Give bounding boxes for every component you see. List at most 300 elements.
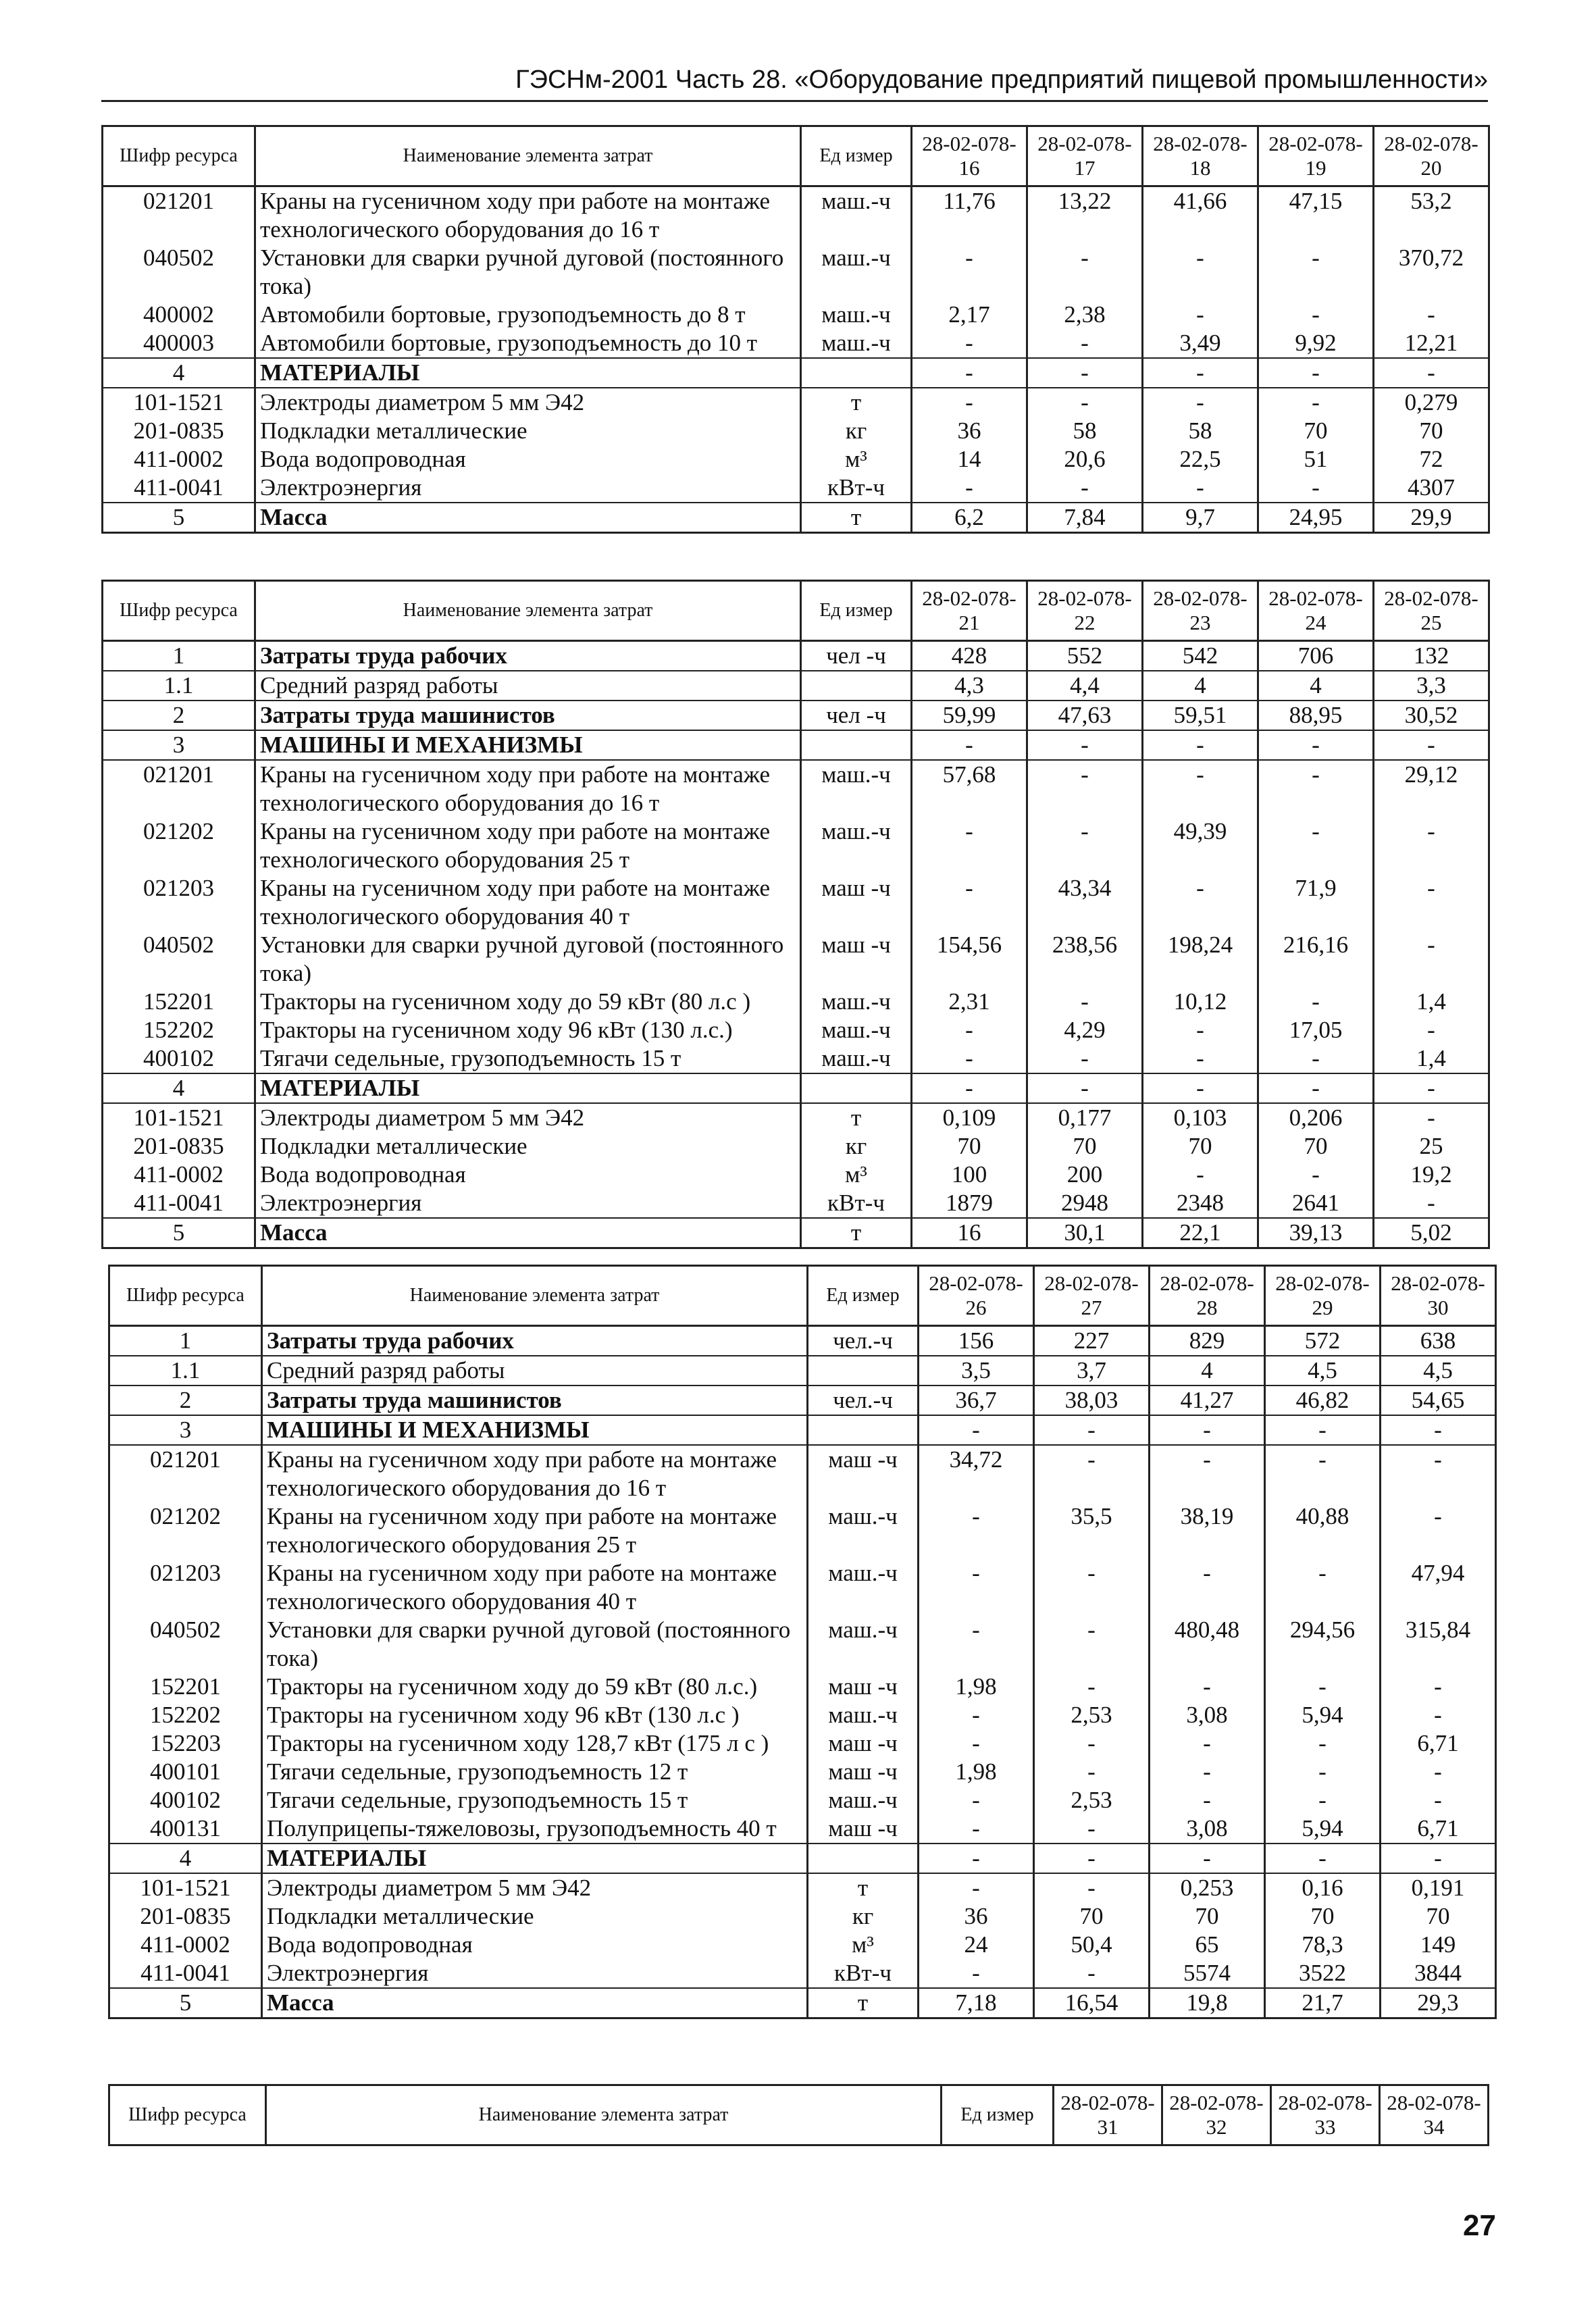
row-value-cell: 3,7 bbox=[1034, 1356, 1150, 1386]
row-unit-cell: маш.-ч bbox=[801, 329, 912, 358]
row-value-cell: - bbox=[919, 1415, 1034, 1445]
row-name-cell: Краны на гусеничном ходу при работе на монтаже технологического оборудования до 16 т bbox=[255, 760, 801, 817]
row-value-cell: 200 bbox=[1027, 1161, 1143, 1189]
row-value-cell: 78,3 bbox=[1265, 1931, 1381, 1959]
table-row bbox=[109, 1701, 1496, 1729]
row-unit-cell bbox=[801, 730, 912, 760]
row-value-cell: 65 bbox=[1150, 1931, 1265, 1959]
row-value-cell: - bbox=[912, 358, 1027, 388]
row-value-cell: 3,3 bbox=[1374, 671, 1489, 701]
table-row bbox=[103, 445, 1489, 474]
row-name-cell: Установки для сварки ручной дуговой (постоянного тока) bbox=[262, 1616, 808, 1673]
row-value-cell: - bbox=[1265, 1758, 1381, 1786]
row-name-cell: Краны на гусеничном ходу при работе на монтаже технологического оборудования 25 т bbox=[255, 817, 801, 874]
row-name-cell: Затраты труда машинистов bbox=[262, 1386, 808, 1415]
row-value-cell: - bbox=[912, 730, 1027, 760]
table-section-row bbox=[109, 1326, 1496, 1356]
row-value-cell: - bbox=[1027, 329, 1143, 358]
row-value-cell: 9,7 bbox=[1143, 503, 1258, 533]
row-code-cell: 021203 bbox=[103, 874, 255, 931]
row-value-cell: 70 bbox=[1265, 1902, 1381, 1931]
row-unit-cell: чел -ч bbox=[801, 641, 912, 671]
row-code-cell: 101-1521 bbox=[109, 1873, 262, 1902]
row-value-cell: 480,48 bbox=[1150, 1616, 1265, 1673]
row-value-cell: - bbox=[1027, 1073, 1143, 1103]
row-value-cell: - bbox=[1027, 730, 1143, 760]
row-value-cell: 4307 bbox=[1374, 474, 1489, 503]
row-value-cell: - bbox=[1150, 1729, 1265, 1758]
col-header-code: Шифр ресурса bbox=[103, 581, 255, 641]
row-value-cell: - bbox=[1265, 1415, 1381, 1445]
row-value-cell: 3,08 bbox=[1150, 1701, 1265, 1729]
row-value-cell: 70 bbox=[1027, 1132, 1143, 1161]
row-value-cell: 38,03 bbox=[1034, 1386, 1150, 1415]
row-name-cell: Подкладки металлические bbox=[255, 417, 801, 445]
row-code-cell: 021202 bbox=[103, 817, 255, 874]
row-value-cell: - bbox=[1374, 1189, 1489, 1218]
col-header-norm-code: 28-02-078-33 bbox=[1271, 2085, 1380, 2145]
row-code-cell: 400102 bbox=[109, 1786, 262, 1814]
row-code-cell: 5 bbox=[109, 1988, 262, 2018]
row-code-cell: 152201 bbox=[109, 1673, 262, 1701]
row-value-cell: 71,9 bbox=[1258, 874, 1374, 931]
row-value-cell: 36 bbox=[912, 417, 1027, 445]
row-value-cell: 6,2 bbox=[912, 503, 1027, 533]
row-value-cell: - bbox=[1034, 1559, 1150, 1616]
row-code-cell: 040502 bbox=[109, 1616, 262, 1673]
row-value-cell: - bbox=[1258, 1161, 1374, 1189]
row-value-cell: - bbox=[912, 474, 1027, 503]
row-value-cell: - bbox=[1027, 388, 1143, 417]
row-value-cell: - bbox=[919, 1844, 1034, 1873]
row-unit-cell: т bbox=[801, 388, 912, 417]
row-value-cell: 47,94 bbox=[1381, 1559, 1496, 1616]
row-value-cell: 57,68 bbox=[912, 760, 1027, 817]
row-value-cell: - bbox=[1258, 474, 1374, 503]
row-value-cell: 12,21 bbox=[1374, 329, 1489, 358]
row-value-cell: 17,05 bbox=[1258, 1016, 1374, 1044]
row-unit-cell: м³ bbox=[808, 1931, 919, 1959]
row-value-cell: 11,76 bbox=[912, 186, 1027, 245]
row-unit-cell: кг bbox=[801, 1132, 912, 1161]
row-code-cell: 411-0041 bbox=[103, 474, 255, 503]
table-row bbox=[103, 1189, 1489, 1218]
row-unit-cell: кВт-ч bbox=[801, 474, 912, 503]
row-value-cell: - bbox=[1374, 817, 1489, 874]
row-value-cell: 43,34 bbox=[1027, 874, 1143, 931]
row-value-cell: 58 bbox=[1143, 417, 1258, 445]
row-name-cell: Вода водопроводная bbox=[255, 445, 801, 474]
row-name-cell: Электроды диаметром 5 мм Э42 bbox=[255, 1103, 801, 1132]
table-row bbox=[103, 1103, 1489, 1132]
row-value-cell: - bbox=[919, 1729, 1034, 1758]
row-value-cell: 36,7 bbox=[919, 1386, 1034, 1415]
row-name-cell: Электроды диаметром 5 мм Э42 bbox=[255, 388, 801, 417]
row-value-cell: 25 bbox=[1374, 1132, 1489, 1161]
row-code-cell: 152201 bbox=[103, 988, 255, 1016]
row-value-cell: - bbox=[1374, 301, 1489, 329]
col-header-norm-code: 28-02-078-17 bbox=[1027, 126, 1143, 186]
row-value-cell: - bbox=[1374, 1016, 1489, 1044]
row-code-cell: 1 bbox=[109, 1326, 262, 1356]
row-unit-cell: маш.-ч bbox=[801, 1044, 912, 1073]
row-value-cell: - bbox=[1258, 301, 1374, 329]
row-code-cell: 411-0041 bbox=[103, 1189, 255, 1218]
row-name-cell: Электроэнергия bbox=[255, 474, 801, 503]
col-header-unit: Ед измер bbox=[808, 1266, 919, 1326]
row-value-cell: 29,3 bbox=[1381, 1988, 1496, 2018]
row-value-cell: 39,13 bbox=[1258, 1218, 1374, 1248]
row-value-cell: 132 bbox=[1374, 641, 1489, 671]
table-section-row bbox=[109, 1386, 1496, 1415]
col-header-norm-code: 28-02-078-27 bbox=[1034, 1266, 1150, 1326]
row-value-cell: 54,65 bbox=[1381, 1386, 1496, 1415]
row-value-cell: - bbox=[919, 1814, 1034, 1844]
row-name-cell: МАТЕРИАЛЫ bbox=[255, 358, 801, 388]
table-row bbox=[109, 1559, 1496, 1616]
row-name-cell: Краны на гусеничном ходу при работе на монтаже технологического оборудования 40 т bbox=[262, 1559, 808, 1616]
row-value-cell: 1,98 bbox=[919, 1673, 1034, 1701]
row-value-cell: 47,15 bbox=[1258, 186, 1374, 245]
row-code-cell: 021201 bbox=[109, 1445, 262, 1502]
row-code-cell: 411-0002 bbox=[103, 1161, 255, 1189]
row-code-cell: 5 bbox=[103, 503, 255, 533]
row-value-cell: 1,4 bbox=[1374, 1044, 1489, 1073]
row-name-cell: Установки для сварки ручной дуговой (постоянного тока) bbox=[255, 931, 801, 988]
row-code-cell: 201-0835 bbox=[103, 1132, 255, 1161]
table-row bbox=[109, 1758, 1496, 1786]
row-name-cell: МАШИНЫ И МЕХАНИЗМЫ bbox=[255, 730, 801, 760]
row-value-cell: 51 bbox=[1258, 445, 1374, 474]
row-value-cell: - bbox=[1381, 1758, 1496, 1786]
row-value-cell: 2,31 bbox=[912, 988, 1027, 1016]
col-header-unit: Ед измер bbox=[801, 581, 912, 641]
table-row bbox=[103, 874, 1489, 931]
row-value-cell: 30,1 bbox=[1027, 1218, 1143, 1248]
row-name-cell: Электроэнергия bbox=[255, 1189, 801, 1218]
row-value-cell: 24 bbox=[919, 1931, 1034, 1959]
row-value-cell: 4,4 bbox=[1027, 671, 1143, 701]
table-section-row bbox=[109, 1415, 1496, 1445]
row-value-cell: - bbox=[1374, 358, 1489, 388]
row-value-cell: 0,109 bbox=[912, 1103, 1027, 1132]
row-value-cell: 542 bbox=[1143, 641, 1258, 671]
table-section-row bbox=[109, 1988, 1496, 2018]
row-value-cell: 22,5 bbox=[1143, 445, 1258, 474]
row-code-cell: 021202 bbox=[109, 1502, 262, 1559]
table-row bbox=[103, 760, 1489, 817]
row-value-cell: 2,53 bbox=[1034, 1786, 1150, 1814]
row-value-cell: - bbox=[1027, 1044, 1143, 1073]
row-value-cell: 6,71 bbox=[1381, 1729, 1496, 1758]
table-row bbox=[109, 1729, 1496, 1758]
row-value-cell: 2641 bbox=[1258, 1189, 1374, 1218]
row-value-cell: 2,17 bbox=[912, 301, 1027, 329]
row-value-cell: 428 bbox=[912, 641, 1027, 671]
resource-table-2 bbox=[101, 580, 1490, 1249]
row-name-cell: Затраты труда рабочих bbox=[262, 1326, 808, 1356]
row-value-cell: - bbox=[1381, 1502, 1496, 1559]
row-value-cell: 4,3 bbox=[912, 671, 1027, 701]
row-value-cell: 638 bbox=[1381, 1326, 1496, 1356]
row-name-cell: Масса bbox=[255, 503, 801, 533]
row-value-cell: 58 bbox=[1027, 417, 1143, 445]
row-unit-cell: маш -ч bbox=[808, 1673, 919, 1701]
row-value-cell: 40,88 bbox=[1265, 1502, 1381, 1559]
row-value-cell: - bbox=[912, 329, 1027, 358]
row-unit-cell: кВт-ч bbox=[808, 1959, 919, 1988]
row-unit-cell: маш.-ч bbox=[801, 760, 912, 817]
row-value-cell: 70 bbox=[1258, 417, 1374, 445]
row-name-cell: Электроды диаметром 5 мм Э42 bbox=[262, 1873, 808, 1902]
row-name-cell: Средний разряд работы bbox=[255, 671, 801, 701]
row-value-cell: 1,98 bbox=[919, 1758, 1034, 1786]
row-name-cell: Тракторы на гусеничном ходу 128,7 кВт (175 л с ) bbox=[262, 1729, 808, 1758]
row-value-cell: 2,53 bbox=[1034, 1701, 1150, 1729]
row-unit-cell: маш.-ч bbox=[801, 988, 912, 1016]
row-unit-cell: м³ bbox=[801, 1161, 912, 1189]
row-value-cell: - bbox=[1381, 1701, 1496, 1729]
row-value-cell: 3844 bbox=[1381, 1959, 1496, 1988]
row-code-cell: 152203 bbox=[109, 1729, 262, 1758]
row-value-cell: 4,5 bbox=[1265, 1356, 1381, 1386]
row-value-cell: 4,5 bbox=[1381, 1356, 1496, 1386]
row-value-cell: - bbox=[1258, 988, 1374, 1016]
table-row bbox=[103, 817, 1489, 874]
row-value-cell: - bbox=[1265, 1844, 1381, 1873]
row-name-cell: Тракторы на гусеничном ходу 96 кВт (130 л.с ) bbox=[262, 1701, 808, 1729]
row-value-cell: 100 bbox=[912, 1161, 1027, 1189]
row-value-cell: 13,22 bbox=[1027, 186, 1143, 245]
table-section-row bbox=[103, 358, 1489, 388]
col-header-norm-code: 28-02-078-24 bbox=[1258, 581, 1374, 641]
row-value-cell: 706 bbox=[1258, 641, 1374, 671]
col-header-norm-code: 28-02-078-34 bbox=[1380, 2085, 1489, 2145]
row-name-cell: Затраты труда рабочих bbox=[255, 641, 801, 671]
row-value-cell: 4 bbox=[1258, 671, 1374, 701]
row-code-cell: 101-1521 bbox=[103, 1103, 255, 1132]
col-header-norm-code: 28-02-078-26 bbox=[919, 1266, 1034, 1326]
table-row bbox=[103, 988, 1489, 1016]
row-value-cell: 35,5 bbox=[1034, 1502, 1150, 1559]
row-name-cell: Автомобили бортовые, грузоподъемность до 8 т bbox=[255, 301, 801, 329]
row-value-cell: 88,95 bbox=[1258, 701, 1374, 730]
row-value-cell: 238,56 bbox=[1027, 931, 1143, 988]
row-value-cell: 154,56 bbox=[912, 931, 1027, 988]
row-name-cell: Средний разряд работы bbox=[262, 1356, 808, 1386]
col-header-code: Шифр ресурса bbox=[103, 126, 255, 186]
row-value-cell: 34,72 bbox=[919, 1445, 1034, 1502]
row-value-cell: 829 bbox=[1150, 1326, 1265, 1356]
row-unit-cell: маш.-ч bbox=[808, 1786, 919, 1814]
row-value-cell: - bbox=[919, 1959, 1034, 1988]
row-value-cell: 59,51 bbox=[1143, 701, 1258, 730]
row-value-cell: 0,103 bbox=[1143, 1103, 1258, 1132]
col-header-unit: Ед измер bbox=[801, 126, 912, 186]
row-value-cell: - bbox=[1265, 1673, 1381, 1701]
row-code-cell: 101-1521 bbox=[103, 388, 255, 417]
row-value-cell: 59,99 bbox=[912, 701, 1027, 730]
row-value-cell: 6,71 bbox=[1381, 1814, 1496, 1844]
row-value-cell: 70 bbox=[1374, 417, 1489, 445]
row-value-cell: 552 bbox=[1027, 641, 1143, 671]
row-value-cell: - bbox=[912, 817, 1027, 874]
row-unit-cell: маш -ч bbox=[801, 931, 912, 988]
row-unit-cell: чел -ч bbox=[801, 701, 912, 730]
row-value-cell: 50,4 bbox=[1034, 1931, 1150, 1959]
table-row bbox=[109, 1959, 1496, 1988]
row-code-cell: 400131 bbox=[109, 1814, 262, 1844]
row-value-cell: - bbox=[1265, 1729, 1381, 1758]
col-header-norm-code: 28-02-078-32 bbox=[1162, 2085, 1271, 2145]
row-code-cell: 152202 bbox=[103, 1016, 255, 1044]
table-section-row bbox=[103, 730, 1489, 760]
row-name-cell: Краны на гусеничном ходу при работе на монтаже технологического оборудования до 16 т bbox=[262, 1445, 808, 1502]
row-unit-cell bbox=[801, 358, 912, 388]
resource-table-4 bbox=[108, 2084, 1489, 2146]
row-value-cell: 149 bbox=[1381, 1931, 1496, 1959]
row-value-cell: 47,63 bbox=[1027, 701, 1143, 730]
row-value-cell: 30,52 bbox=[1374, 701, 1489, 730]
row-code-cell: 411-0041 bbox=[109, 1959, 262, 1988]
row-unit-cell: маш.-ч bbox=[801, 817, 912, 874]
row-value-cell: - bbox=[1027, 358, 1143, 388]
col-header-norm-code: 28-02-078-21 bbox=[912, 581, 1027, 641]
row-value-cell: - bbox=[1034, 1873, 1150, 1902]
row-name-cell: Масса bbox=[255, 1218, 801, 1248]
row-value-cell: 10,12 bbox=[1143, 988, 1258, 1016]
row-unit-cell: м³ bbox=[801, 445, 912, 474]
row-value-cell: - bbox=[912, 244, 1027, 301]
row-unit-cell: т bbox=[801, 1103, 912, 1132]
row-value-cell: 22,1 bbox=[1143, 1218, 1258, 1248]
row-value-cell: - bbox=[919, 1616, 1034, 1673]
row-value-cell: - bbox=[1027, 760, 1143, 817]
row-value-cell: - bbox=[1143, 760, 1258, 817]
row-value-cell: - bbox=[1143, 1161, 1258, 1189]
col-header-name: Наименование элемента затрат bbox=[255, 581, 801, 641]
row-unit-cell: маш -ч bbox=[801, 874, 912, 931]
row-value-cell: 21,7 bbox=[1265, 1988, 1381, 2018]
row-unit-cell bbox=[808, 1356, 919, 1386]
row-name-cell: Тракторы на гусеничном ходу 96 кВт (130 л.с.) bbox=[255, 1016, 801, 1044]
row-value-cell: - bbox=[912, 1016, 1027, 1044]
col-header-norm-code: 28-02-078-18 bbox=[1143, 126, 1258, 186]
row-unit-cell: маш.-ч bbox=[808, 1559, 919, 1616]
table-section-row bbox=[109, 1844, 1496, 1873]
row-value-cell: - bbox=[1027, 244, 1143, 301]
table-row bbox=[109, 1902, 1496, 1931]
row-value-cell: 2,38 bbox=[1027, 301, 1143, 329]
row-name-cell: МАТЕРИАЛЫ bbox=[255, 1073, 801, 1103]
row-code-cell: 400003 bbox=[103, 329, 255, 358]
row-code-cell: 152202 bbox=[109, 1701, 262, 1729]
row-value-cell: 72 bbox=[1374, 445, 1489, 474]
row-name-cell: Тягачи седельные, грузоподъемность 12 т bbox=[262, 1758, 808, 1786]
col-header-norm-code: 28-02-078-16 bbox=[912, 126, 1027, 186]
row-code-cell: 1.1 bbox=[109, 1356, 262, 1386]
row-value-cell: - bbox=[1381, 1673, 1496, 1701]
row-unit-cell: т bbox=[801, 503, 912, 533]
row-value-cell: 0,16 bbox=[1265, 1873, 1381, 1902]
row-value-cell: - bbox=[1027, 988, 1143, 1016]
row-code-cell: 1 bbox=[103, 641, 255, 671]
row-code-cell: 400002 bbox=[103, 301, 255, 329]
row-value-cell: 0,177 bbox=[1027, 1103, 1143, 1132]
row-value-cell: 3,5 bbox=[919, 1356, 1034, 1386]
row-code-cell: 3 bbox=[103, 730, 255, 760]
row-value-cell: 49,39 bbox=[1143, 817, 1258, 874]
row-value-cell: - bbox=[1034, 1673, 1150, 1701]
row-value-cell: 0,206 bbox=[1258, 1103, 1374, 1132]
table-header-row bbox=[103, 126, 1489, 186]
row-value-cell: - bbox=[1034, 1445, 1150, 1502]
row-unit-cell: маш.-ч bbox=[808, 1502, 919, 1559]
row-value-cell: - bbox=[1034, 1758, 1150, 1786]
row-name-cell: Установки для сварки ручной дуговой (постоянного тока) bbox=[255, 244, 801, 301]
row-name-cell: МАТЕРИАЛЫ bbox=[262, 1844, 808, 1873]
row-code-cell: 411-0002 bbox=[103, 445, 255, 474]
row-name-cell: Электроэнергия bbox=[262, 1959, 808, 1988]
row-value-cell: 14 bbox=[912, 445, 1027, 474]
table-row bbox=[109, 1814, 1496, 1844]
row-code-cell: 4 bbox=[109, 1844, 262, 1873]
page-header: ГЭСНм-2001 Часть 28. «Оборудование предприятий пищевой промышленности» bbox=[101, 59, 1488, 102]
row-value-cell: - bbox=[1034, 1616, 1150, 1673]
row-code-cell: 400102 bbox=[103, 1044, 255, 1073]
row-value-cell: 38,19 bbox=[1150, 1502, 1265, 1559]
row-code-cell: 5 bbox=[103, 1218, 255, 1248]
row-unit-cell: чел.-ч bbox=[808, 1386, 919, 1415]
row-value-cell: - bbox=[919, 1786, 1034, 1814]
row-unit-cell: чел.-ч bbox=[808, 1326, 919, 1356]
table-row bbox=[103, 1016, 1489, 1044]
row-value-cell: 3,08 bbox=[1150, 1814, 1265, 1844]
row-value-cell: 3,49 bbox=[1143, 329, 1258, 358]
table-row bbox=[103, 1161, 1489, 1189]
row-code-cell: 3 bbox=[109, 1415, 262, 1445]
row-value-cell: 29,9 bbox=[1374, 503, 1489, 533]
row-unit-cell: маш.-ч bbox=[808, 1616, 919, 1673]
row-value-cell: 0,191 bbox=[1381, 1873, 1496, 1902]
row-unit-cell bbox=[808, 1844, 919, 1873]
row-value-cell: - bbox=[1381, 1445, 1496, 1502]
row-value-cell: 29,12 bbox=[1374, 760, 1489, 817]
table-row bbox=[109, 1616, 1496, 1673]
row-code-cell: 040502 bbox=[103, 931, 255, 988]
row-value-cell: 46,82 bbox=[1265, 1386, 1381, 1415]
col-header-name: Наименование элемента затрат bbox=[255, 126, 801, 186]
col-header-norm-code: 28-02-078-19 bbox=[1258, 126, 1374, 186]
row-name-cell: Краны на гусеничном ходу при работе на монтаже технологического оборудования до 16 т bbox=[255, 186, 801, 245]
table-header-row bbox=[103, 581, 1489, 641]
row-value-cell: - bbox=[1374, 931, 1489, 988]
row-value-cell: - bbox=[919, 1873, 1034, 1902]
row-value-cell: 315,84 bbox=[1381, 1616, 1496, 1673]
row-value-cell: 7,84 bbox=[1027, 503, 1143, 533]
row-value-cell: - bbox=[1027, 817, 1143, 874]
row-value-cell: - bbox=[1143, 388, 1258, 417]
row-value-cell: - bbox=[1143, 358, 1258, 388]
table-row bbox=[103, 186, 1489, 245]
row-unit-cell: кг bbox=[808, 1902, 919, 1931]
row-value-cell: - bbox=[1143, 874, 1258, 931]
row-value-cell: 216,16 bbox=[1258, 931, 1374, 988]
resource-table-1 bbox=[101, 125, 1490, 534]
row-unit-cell: маш -ч bbox=[808, 1445, 919, 1502]
row-value-cell: - bbox=[1150, 1559, 1265, 1616]
row-value-cell: 7,18 bbox=[919, 1988, 1034, 2018]
